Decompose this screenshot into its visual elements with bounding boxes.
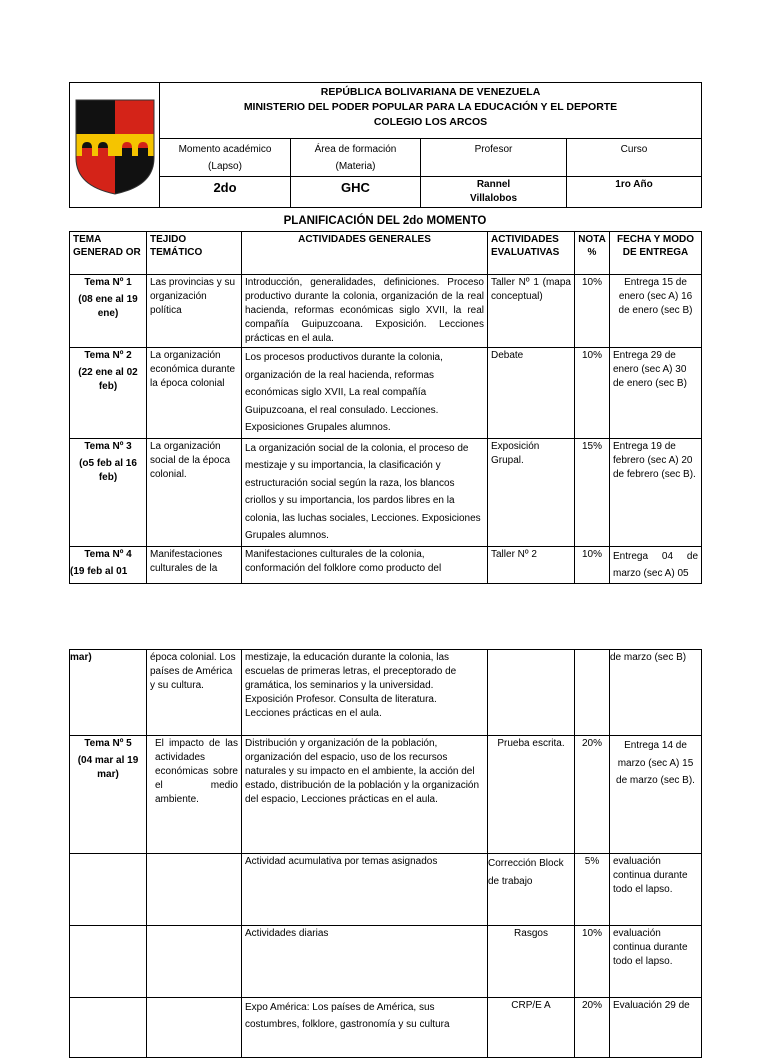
- tema-dates: (19 feb al 01: [70, 565, 128, 577]
- row-tema: [70, 736, 147, 854]
- row-entrega: evaluación continua durante todo el lapso.: [610, 926, 702, 998]
- row-entrega: evaluación continua durante todo el lapso.: [610, 854, 702, 926]
- school-logo-cell: [70, 83, 160, 208]
- col-tejido: TEJIDO TEMÁTICO: [147, 232, 242, 275]
- row-actividades: Actividad acumulativa por temas asignados: [242, 854, 488, 926]
- value-momento: 2do: [160, 177, 291, 208]
- col-tema: TEMA GENERAD OR: [70, 232, 147, 275]
- row-tema-empty: [70, 998, 147, 1058]
- row-evaluativa: Rasgos: [488, 926, 575, 998]
- row-tema-empty: [70, 926, 147, 998]
- row-tejido: época colonial. Los países de América y su cultura.: [147, 650, 242, 736]
- row-tejido: La organización social de la época colonial.: [147, 438, 242, 546]
- header-title-block: [160, 83, 702, 139]
- row-nota: 10%: [575, 275, 610, 348]
- tema-dates: (o5 feb al 16 feb): [79, 457, 137, 483]
- table-row: [70, 926, 702, 998]
- label-profesor: Profesor: [421, 139, 567, 177]
- plan-title: PLANIFICACIÓN DEL 2do MOMENTO: [283, 215, 487, 227]
- row-tejido-empty: [147, 854, 242, 926]
- label-momento: [160, 139, 291, 177]
- row-entrega: Evaluación 29 de: [610, 998, 702, 1058]
- value-area: GHC: [291, 177, 421, 208]
- label-curso: Curso: [567, 139, 702, 177]
- header-table: [69, 82, 702, 208]
- label-area-sub: (Materia): [335, 161, 376, 172]
- tema-dates: (22 ene al 02 feb): [78, 367, 138, 392]
- row-evaluativa: Taller Nº 2: [488, 546, 575, 583]
- value-profesor-last: Villalobos: [469, 193, 518, 204]
- row-tejido: El impacto de las actividades económicas sobre el medio ambiente.: [147, 736, 242, 854]
- row-entrega: Entrega 04 de marzo (sec A) 05: [610, 546, 702, 583]
- row-tejido: Las provincias y su organización política: [147, 275, 242, 348]
- label-momento-sub: (Lapso): [208, 161, 242, 172]
- school-shield-logo: [74, 98, 156, 196]
- row-nota: 10%: [575, 926, 610, 998]
- tema-label: Tema Nº 1: [84, 277, 132, 288]
- row-nota: 20%: [575, 736, 610, 854]
- row-entrega: Entrega 29 de enero (sec A) 30 de enero (sec B): [610, 348, 702, 439]
- row-evaluativa: [488, 650, 575, 736]
- row-entrega: de marzo (sec B): [610, 650, 702, 736]
- table-row: [70, 438, 702, 546]
- row-evaluativa: Prueba escrita.: [488, 736, 575, 854]
- row-tejido: La organización económica durante la época colonial: [147, 348, 242, 439]
- label-momento-text: Momento académico: [178, 144, 272, 155]
- label-area: [291, 139, 421, 177]
- value-profesor: [421, 177, 567, 208]
- row-tejido-empty: [147, 998, 242, 1058]
- row-evaluativa: Exposición Grupal.: [488, 438, 575, 546]
- row-actividades: Introducción, generalidades, definiciones. Proceso productivo durante la colonia, organización de la real hacienda, reformas económicas siglo XVII, la real compañía Guipuzcoana. Exposición. Lecciones prácticas en el aula.: [242, 275, 488, 348]
- row-nota: 10%: [575, 546, 610, 583]
- tema-dates: (04 mar al 19 mar): [77, 755, 139, 780]
- row-actividades: mestizaje, la educación durante la colonia, las escuelas de primeras letras, el preceptorado de gramática, los seminarios y la universidad. Exposición Profesor. Consulta de literatura. Lecciones prácticas en el aula.: [242, 650, 488, 736]
- tema-label: Tema Nº 4: [84, 548, 132, 560]
- row-nota: 20%: [575, 998, 610, 1058]
- value-curso: 1ro Año: [567, 177, 702, 208]
- col-evaluativas: ACTIVIDADES EVALUATIVAS: [488, 232, 575, 275]
- row-tema: [70, 546, 147, 583]
- table-row: [70, 998, 702, 1058]
- planning-header-row: [70, 232, 702, 275]
- tema-label: Tema Nº 2: [84, 350, 132, 361]
- header-country: REPÚBLICA BOLIVARIANA DE VENEZUELA: [320, 86, 541, 98]
- row-tema: [70, 438, 147, 546]
- header-school: COLEGIO LOS ARCOS: [373, 116, 488, 128]
- col-nota: NOTA %: [575, 232, 610, 275]
- table-row: [70, 650, 702, 736]
- row-nota: 10%: [575, 348, 610, 439]
- tema-dates: (08 ene al 19 ene): [78, 294, 138, 319]
- row-tema: [70, 275, 147, 348]
- col-fecha: FECHA Y MODO DE ENTREGA: [610, 232, 702, 275]
- row-actividades: Expo América: Los países de América, sus costumbres, folklore, gastronomía y su cultura: [242, 998, 488, 1058]
- table-row: [70, 736, 702, 854]
- value-profesor-first: Rannel: [476, 179, 511, 190]
- row-tema: [70, 348, 147, 439]
- row-nota: 15%: [575, 438, 610, 546]
- tema-label: Tema Nº 5: [84, 738, 132, 749]
- table-row: [70, 546, 702, 583]
- row-evaluativa: Debate: [488, 348, 575, 439]
- row-evaluativa: Taller Nº 1 (mapa conceptual): [488, 275, 575, 348]
- row-tejido: Manifestaciones culturales de la: [147, 546, 242, 583]
- col-actividades: ACTIVIDADES GENERALES: [242, 232, 488, 275]
- row-actividades: La organización social de la colonia, el proceso de mestizaje y su importancia, la clasificación y estructuración social según la raza, los blancos criollos y su importancia, los pardos libres en la colonia, las luchas sociales, Lecciones. Exposiciones Grupales alumnos.: [242, 438, 488, 546]
- row-entrega: Entrega 19 de febrero (sec A) 20 de febrero (sec B).: [610, 438, 702, 546]
- row-tema-empty: [70, 854, 147, 926]
- row-tejido-empty: [147, 926, 242, 998]
- row-entrega: Entrega 15 de enero (sec A) 16 de enero (sec B): [610, 275, 702, 348]
- row-evaluativa: Corrección Block de trabajo: [488, 854, 575, 926]
- planning-table: [69, 231, 702, 584]
- row-actividades: Manifestaciones culturales de la colonia, conformación del folklore como producto del: [242, 546, 488, 583]
- row-nota: [575, 650, 610, 736]
- row-entrega: Entrega 14 de marzo (sec A) 15 de marzo (sec B).: [610, 736, 702, 854]
- row-nota: 5%: [575, 854, 610, 926]
- table-row: [70, 275, 702, 348]
- row-actividades: Actividades diarias: [242, 926, 488, 998]
- label-area-text: Área de formación: [314, 144, 397, 155]
- tema-label: Tema Nº 3: [84, 440, 132, 452]
- row-actividades: Distribución y organización de la población, organización del espacio, uso de los recursos naturales y su impacto en el ambiente, la acción del estado, distribución de la población y la organización del espacio, Lecciones prácticas en el aula.: [242, 736, 488, 854]
- table-row: [70, 348, 702, 439]
- table-row: [70, 854, 702, 926]
- row-evaluativa: CRP/E A: [488, 998, 575, 1058]
- row-actividades: Los procesos productivos durante la colonia, organización de la real hacienda, reformas económicas siglo XVII, La real compañía Guipuzcoana, el real consulado. Lecciones. Exposiciones Grupales alumnos.: [242, 348, 488, 439]
- header-ministry: MINISTERIO DEL PODER POPULAR PARA LA EDUCACIÓN Y EL DEPORTE: [243, 101, 618, 113]
- planning-table-continued: [69, 649, 702, 1058]
- row-tema: mar): [70, 650, 147, 736]
